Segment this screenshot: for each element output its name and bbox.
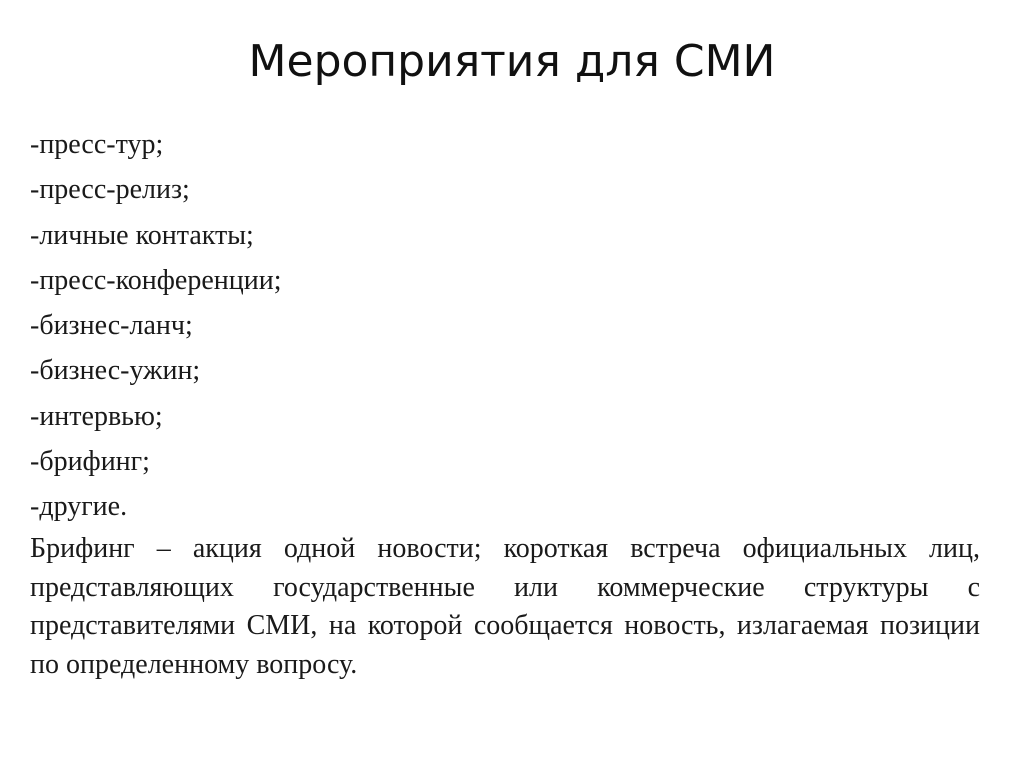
list-item: -брифинг; bbox=[30, 446, 150, 478]
list-item: -бизнес-ужин; bbox=[30, 355, 201, 387]
list-item: -пресс-тур; bbox=[30, 129, 164, 160]
list-item: -пресс-релиз; bbox=[30, 174, 190, 206]
list-item: -личные контакты; bbox=[30, 219, 254, 251]
slide-title: Мероприятия для СМИ bbox=[248, 36, 776, 87]
list-item: -бизнес-ланч; bbox=[30, 310, 193, 342]
list-item: -пресс-конференции; bbox=[30, 264, 282, 296]
list-item: -другие. bbox=[30, 491, 128, 523]
list-item: -интервью; bbox=[30, 400, 163, 432]
briefing-definition: Брифинг – акция одной новости; короткая встреча официальных лиц, представляющих государственные или коммерческие структуры с представителями СМИ, на которой сообщается новость, излагаемая позиции по определенному вопросу. bbox=[30, 533, 980, 680]
event-list bbox=[30, 122, 990, 530]
